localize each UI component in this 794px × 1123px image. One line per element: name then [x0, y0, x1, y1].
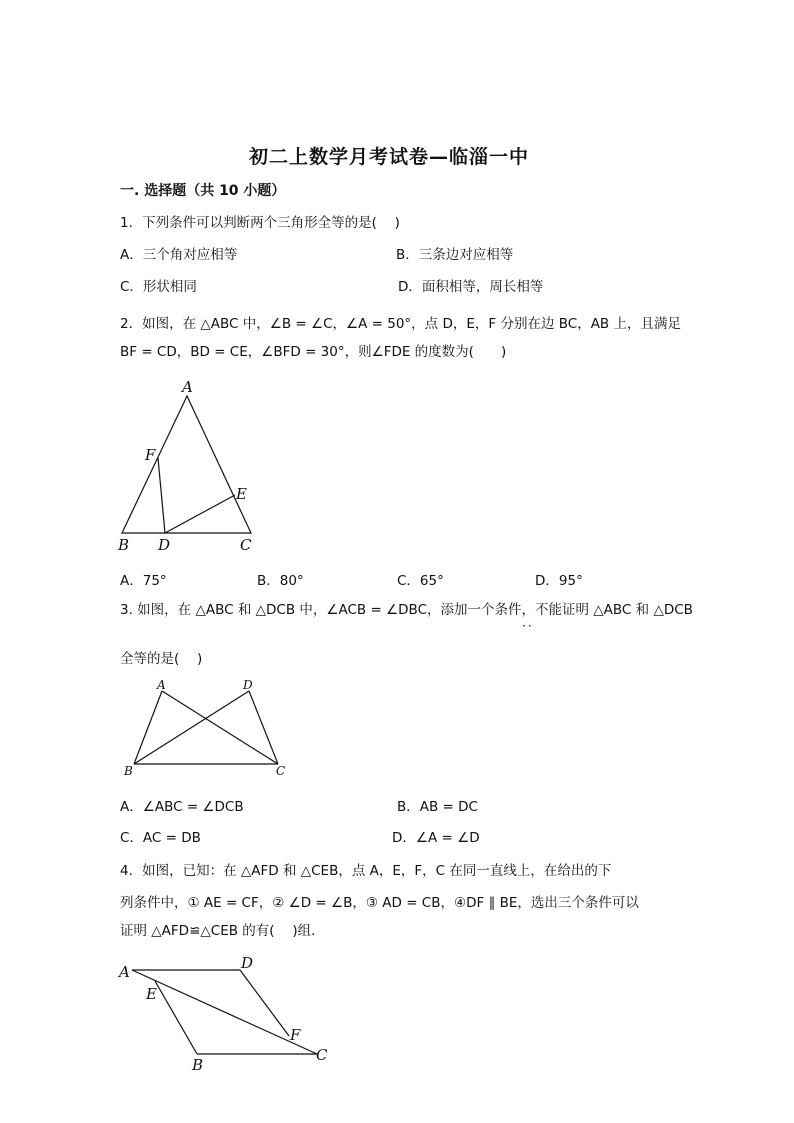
question-3-option-c: C．AC = DB [120, 830, 201, 846]
section-heading: 一. 选择题（共 10 小题） [120, 183, 286, 199]
question-1-option-b: B．三条边对应相等 [396, 247, 514, 263]
emphasis-dots: ·· [522, 619, 534, 633]
question-3-stem-line1: 3. 如图，在 △ABC 和 △DCB 中，∠ACB = ∠DBC，添加一个条件，不能证明 △ABC 和 △DCB [120, 602, 693, 618]
point-label-b: B [118, 536, 130, 554]
segment-ac [162, 691, 278, 764]
point-label-e: E [236, 485, 247, 503]
question-3-option-a: A．∠ABC = ∠DCB [120, 799, 244, 815]
question-2-stem-line2: BF = CD，BD = CE，∠BFD = 30°，则∠FDE 的度数为( ) [120, 344, 507, 360]
segment-dc [249, 691, 278, 764]
question-2-option-b: B．80° [257, 573, 304, 589]
question-4-figure [115, 950, 345, 1075]
question-4-stem-line2: 列条件中，① AE = CF，② ∠D = ∠B，③ AD = CB，④DF ∥ BE，选出三个条件可以 [120, 895, 639, 911]
page-title: 初二上数学月考试卷—临淄一中 [249, 146, 530, 168]
question-3-option-b: B．AB = DC [397, 799, 478, 815]
point-label-a: A [157, 678, 166, 692]
point-label-c: C [316, 1046, 328, 1064]
segment-de [165, 495, 235, 533]
segment-df [240, 970, 289, 1036]
question-2-option-c: C．65° [397, 573, 444, 589]
question-2-stem-line1: 2．如图，在 △ABC 中，∠B = ∠C，∠A = 50°，点 D，E，F 分别在边 BC，AB 上，且满足 [120, 316, 681, 332]
point-label-d: D [158, 536, 171, 554]
segment-ab [134, 691, 162, 764]
question-3-option-d: D．∠A = ∠D [392, 830, 480, 846]
point-label-e: E [146, 985, 157, 1003]
question-4-stem-line3: 证明 △AFD≌△CEB 的有( )组． [120, 923, 325, 939]
triangle-abc [122, 396, 251, 533]
question-1-option-c: C．形状相同 [120, 279, 197, 295]
question-4-stem-line1: 4．如图，已知：在 △AFD 和 △CEB，点 A，E，F，C 在同一直线上，在给出的下 [120, 863, 612, 879]
point-label-f: F [145, 446, 156, 464]
point-label-d: D [241, 954, 254, 972]
question-3-stem-line2: 全等的是( ) [120, 651, 203, 667]
question-1-stem: 1．下列条件可以判断两个三角形全等的是( ) [120, 215, 400, 231]
point-label-a: A [119, 963, 130, 981]
segment-eb [155, 981, 197, 1054]
point-label-f: F [290, 1026, 301, 1044]
point-label-c: C [240, 536, 252, 554]
point-label-a: A [182, 378, 193, 396]
question-3-figure [118, 676, 298, 781]
question-2-option-d: D．95° [535, 573, 583, 589]
question-1-option-d: D．面积相等，周长相等 [398, 279, 544, 295]
point-label-d: D [243, 678, 253, 692]
question-2-option-a: A．75° [120, 573, 167, 589]
point-label-c: C [276, 764, 286, 778]
segment-fd [158, 458, 165, 533]
question-1-option-a: A．三个角对应相等 [120, 247, 238, 263]
point-label-b: B [124, 764, 133, 778]
point-label-b: B [192, 1056, 204, 1074]
question-2-figure [110, 372, 280, 557]
segment-db [134, 691, 249, 764]
